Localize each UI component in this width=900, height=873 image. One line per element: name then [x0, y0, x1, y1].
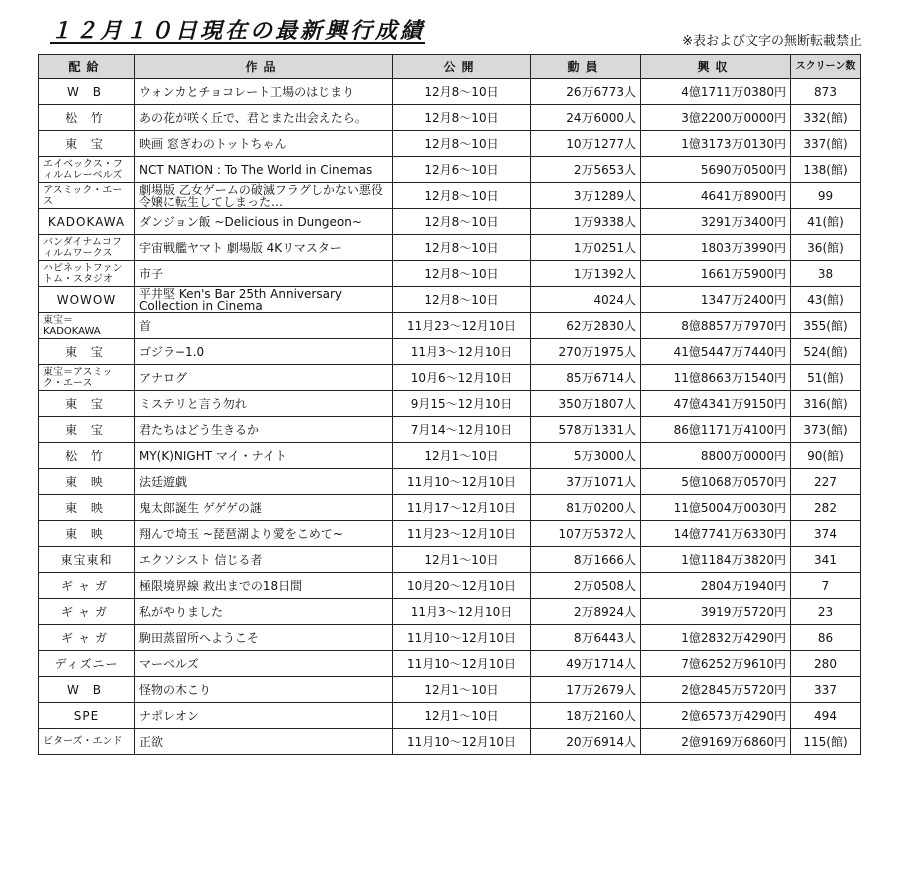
distributor-cell: 東 映 — [39, 469, 135, 495]
attendance-cell: 2万5653人 — [531, 157, 641, 183]
distributor-cell: W B — [39, 677, 135, 703]
distributor-cell: WOWOW — [39, 287, 135, 313]
distributor-cell: ディズニー — [39, 651, 135, 677]
distributor-cell: ハピネットファントム・スタジオ — [39, 261, 135, 287]
table-row — [39, 495, 861, 521]
release-period-cell: 11月23～12月10日 — [393, 313, 531, 339]
table-row — [39, 287, 861, 313]
screens-cell: 227 — [791, 469, 861, 495]
table-row — [39, 729, 861, 755]
distributor-cell: 東 宝 — [39, 339, 135, 365]
gross-cell: 1347万2400円 — [641, 287, 791, 313]
title-cell: 極限境界線 救出までの18日間 — [135, 573, 393, 599]
attendance-cell: 26万6773人 — [531, 79, 641, 105]
distributor-cell: アスミック・エース — [39, 183, 135, 209]
distributor-cell: SPE — [39, 703, 135, 729]
gross-cell: 11億8663万1540円 — [641, 365, 791, 391]
release-period-cell: 11月10～12月10日 — [393, 729, 531, 755]
header-screens: スクリーン数 — [791, 55, 861, 79]
release-period-cell: 12月8～10日 — [393, 209, 531, 235]
attendance-cell: 8万1666人 — [531, 547, 641, 573]
screens-cell: 51(館) — [791, 365, 861, 391]
title-cell: 映画 窓ぎわのトットちゃん — [135, 131, 393, 157]
gross-cell: 14億7741万6330円 — [641, 521, 791, 547]
table-row — [39, 313, 861, 339]
gross-cell: 3919万5720円 — [641, 599, 791, 625]
gross-cell: 1億3173万0130円 — [641, 131, 791, 157]
release-period-cell: 12月1～10日 — [393, 443, 531, 469]
screens-cell: 23 — [791, 599, 861, 625]
release-period-cell: 11月3～12月10日 — [393, 339, 531, 365]
gross-cell: 11億5004万0030円 — [641, 495, 791, 521]
gross-cell: 1661万5900円 — [641, 261, 791, 287]
distributor-cell: ビターズ・エンド — [39, 729, 135, 755]
screens-cell: 373(館) — [791, 417, 861, 443]
title-cell: 市子 — [135, 261, 393, 287]
attendance-cell: 8万6443人 — [531, 625, 641, 651]
title-cell: 平井堅 Ken's Bar 25th Anniversary Collection in Cinema — [135, 287, 393, 313]
table-row — [39, 443, 861, 469]
table-row — [39, 235, 861, 261]
table-row — [39, 365, 861, 391]
distributor-cell: 東 宝 — [39, 417, 135, 443]
title-cell: ダンジョン飯 ~Delicious in Dungeon~ — [135, 209, 393, 235]
attendance-cell: 37万1071人 — [531, 469, 641, 495]
title-cell: 私がやりました — [135, 599, 393, 625]
distributor-cell: 東 宝 — [39, 131, 135, 157]
table-row — [39, 209, 861, 235]
distributor-cell: 東宝＝KADOKAWA — [39, 313, 135, 339]
gross-cell: 2億9169万6860円 — [641, 729, 791, 755]
attendance-cell: 85万6714人 — [531, 365, 641, 391]
release-period-cell: 10月6～12月10日 — [393, 365, 531, 391]
screens-cell: 86 — [791, 625, 861, 651]
attendance-cell: 1万1392人 — [531, 261, 641, 287]
title-cell: 正欲 — [135, 729, 393, 755]
title-cell: アナログ — [135, 365, 393, 391]
attendance-cell: 2万0508人 — [531, 573, 641, 599]
header-gross: 興収 — [641, 55, 791, 79]
gross-cell: 2億6573万4290円 — [641, 703, 791, 729]
screens-cell: 43(館) — [791, 287, 861, 313]
title-cell: 怪物の木こり — [135, 677, 393, 703]
table-row — [39, 391, 861, 417]
attendance-cell: 81万0200人 — [531, 495, 641, 521]
header-period: 公開 — [393, 55, 531, 79]
gross-cell: 3億2200万0000円 — [641, 105, 791, 131]
release-period-cell: 12月8～10日 — [393, 131, 531, 157]
distributor-cell: KADOKAWA — [39, 209, 135, 235]
attendance-cell: 4024人 — [531, 287, 641, 313]
gross-cell: 4641万8900円 — [641, 183, 791, 209]
screens-cell: 282 — [791, 495, 861, 521]
distributor-cell: 松 竹 — [39, 105, 135, 131]
table-row — [39, 261, 861, 287]
release-period-cell: 10月20～12月10日 — [393, 573, 531, 599]
screens-cell: 36(館) — [791, 235, 861, 261]
table-header-row — [39, 55, 861, 79]
release-period-cell: 11月10～12月10日 — [393, 651, 531, 677]
table-row — [39, 573, 861, 599]
attendance-cell: 107万5372人 — [531, 521, 641, 547]
distributor-cell: ギャガ — [39, 625, 135, 651]
release-period-cell: 12月1～10日 — [393, 677, 531, 703]
box-office-table — [38, 54, 861, 755]
screens-cell: 316(館) — [791, 391, 861, 417]
title-cell: NCT NATION : To The World in Cinemas — [135, 157, 393, 183]
release-period-cell: 11月17～12月10日 — [393, 495, 531, 521]
attendance-cell: 350万1807人 — [531, 391, 641, 417]
copyright-notice: ※表および文字の無断転載禁止 — [682, 34, 862, 49]
distributor-cell: バンダイナムコフィルムワークス — [39, 235, 135, 261]
table-row — [39, 547, 861, 573]
release-period-cell: 12月6～10日 — [393, 157, 531, 183]
header-attendance: 動員 — [531, 55, 641, 79]
title-cell: ミステリと言う勿れ — [135, 391, 393, 417]
screens-cell: 99 — [791, 183, 861, 209]
table-row — [39, 625, 861, 651]
table-row — [39, 157, 861, 183]
table-row — [39, 79, 861, 105]
release-period-cell: 12月8～10日 — [393, 287, 531, 313]
release-period-cell: 11月23～12月10日 — [393, 521, 531, 547]
title-cell: 宇宙戦艦ヤマト 劇場版 4Kリマスター — [135, 235, 393, 261]
title-cell: 翔んで埼玉 ~琵琶湖より愛をこめて~ — [135, 521, 393, 547]
release-period-cell: 12月1～10日 — [393, 547, 531, 573]
screens-cell: 337 — [791, 677, 861, 703]
screens-cell: 341 — [791, 547, 861, 573]
release-period-cell: 12月8～10日 — [393, 105, 531, 131]
screens-cell: 7 — [791, 573, 861, 599]
table-row — [39, 521, 861, 547]
table-row — [39, 651, 861, 677]
release-period-cell: 7月14～12月10日 — [393, 417, 531, 443]
screens-cell: 38 — [791, 261, 861, 287]
release-period-cell: 12月1～10日 — [393, 703, 531, 729]
attendance-cell: 270万1975人 — [531, 339, 641, 365]
attendance-cell: 5万3000人 — [531, 443, 641, 469]
release-period-cell: 12月8～10日 — [393, 261, 531, 287]
screens-cell: 332(館) — [791, 105, 861, 131]
header-title: 作品 — [135, 55, 393, 79]
screens-cell: 374 — [791, 521, 861, 547]
release-period-cell: 11月10～12月10日 — [393, 469, 531, 495]
title-cell: 劇場版 乙女ゲームの破滅フラグしかない悪役令嬢に転生してしまった… — [135, 183, 393, 209]
screens-cell: 280 — [791, 651, 861, 677]
title-cell: MY(K)NIGHT マイ・ナイト — [135, 443, 393, 469]
title-cell: 駒田蒸留所へようこそ — [135, 625, 393, 651]
title-cell: ゴジラ−1.0 — [135, 339, 393, 365]
table-row — [39, 599, 861, 625]
attendance-cell: 17万2679人 — [531, 677, 641, 703]
release-period-cell: 12月8～10日 — [393, 235, 531, 261]
screens-cell: 115(館) — [791, 729, 861, 755]
distributor-cell: 東 映 — [39, 521, 135, 547]
distributor-cell: 東宝東和 — [39, 547, 135, 573]
attendance-cell: 2万8924人 — [531, 599, 641, 625]
release-period-cell: 9月15～12月10日 — [393, 391, 531, 417]
gross-cell: 5690万0500円 — [641, 157, 791, 183]
title-cell: 首 — [135, 313, 393, 339]
distributor-cell: ギャガ — [39, 573, 135, 599]
screens-cell: 355(館) — [791, 313, 861, 339]
attendance-cell: 20万6914人 — [531, 729, 641, 755]
table-row — [39, 339, 861, 365]
table-row — [39, 105, 861, 131]
title-cell: ウォンカとチョコレート工場のはじまり — [135, 79, 393, 105]
distributor-cell: 東宝＝アスミック・エース — [39, 365, 135, 391]
distributor-cell: ギャガ — [39, 599, 135, 625]
distributor-cell: 松 竹 — [39, 443, 135, 469]
attendance-cell: 49万1714人 — [531, 651, 641, 677]
title-cell: 鬼太郎誕生 ゲゲゲの謎 — [135, 495, 393, 521]
attendance-cell: 62万2830人 — [531, 313, 641, 339]
release-period-cell: 11月10～12月10日 — [393, 625, 531, 651]
screens-cell: 524(館) — [791, 339, 861, 365]
header-distributor: 配給 — [39, 55, 135, 79]
attendance-cell: 18万2160人 — [531, 703, 641, 729]
table-row — [39, 131, 861, 157]
distributor-cell: W B — [39, 79, 135, 105]
gross-cell: 41億5447万7440円 — [641, 339, 791, 365]
attendance-cell: 578万1331人 — [531, 417, 641, 443]
release-period-cell: 12月8～10日 — [393, 79, 531, 105]
title-cell: エクソシスト 信じる者 — [135, 547, 393, 573]
release-period-cell: 11月3～12月10日 — [393, 599, 531, 625]
attendance-cell: 3万1289人 — [531, 183, 641, 209]
title-cell: 君たちはどう生きるか — [135, 417, 393, 443]
screens-cell: 873 — [791, 79, 861, 105]
title-cell: ナポレオン — [135, 703, 393, 729]
gross-cell: 8800万0000円 — [641, 443, 791, 469]
distributor-cell: エイベックス・フィルムレーベルズ — [39, 157, 135, 183]
table-row — [39, 677, 861, 703]
gross-cell: 8億8857万7970円 — [641, 313, 791, 339]
release-period-cell: 12月8～10日 — [393, 183, 531, 209]
gross-cell: 1億2832万4290円 — [641, 625, 791, 651]
gross-cell: 2億2845万5720円 — [641, 677, 791, 703]
gross-cell: 4億1711万0380円 — [641, 79, 791, 105]
attendance-cell: 24万6000人 — [531, 105, 641, 131]
attendance-cell: 1万9338人 — [531, 209, 641, 235]
gross-cell: 1億1184万3820円 — [641, 547, 791, 573]
distributor-cell: 東 宝 — [39, 391, 135, 417]
table-row — [39, 183, 861, 209]
gross-cell: 5億1068万0570円 — [641, 469, 791, 495]
table-row — [39, 469, 861, 495]
screens-cell: 90(館) — [791, 443, 861, 469]
screens-cell: 41(館) — [791, 209, 861, 235]
attendance-cell: 1万0251人 — [531, 235, 641, 261]
gross-cell: 47億4341万9150円 — [641, 391, 791, 417]
table-row — [39, 417, 861, 443]
title-cell: マーベルズ — [135, 651, 393, 677]
screens-cell: 138(館) — [791, 157, 861, 183]
distributor-cell: 東 映 — [39, 495, 135, 521]
page-title: １２月１０日現在の最新興行成績 — [50, 19, 426, 44]
table-row — [39, 703, 861, 729]
title-cell: 法廷遊戯 — [135, 469, 393, 495]
title-cell: あの花が咲く丘で、君とまた出会えたら。 — [135, 105, 393, 131]
gross-cell: 2804万1940円 — [641, 573, 791, 599]
gross-cell: 3291万3400円 — [641, 209, 791, 235]
attendance-cell: 10万1277人 — [531, 131, 641, 157]
gross-cell: 7億6252万9610円 — [641, 651, 791, 677]
screens-cell: 494 — [791, 703, 861, 729]
screens-cell: 337(館) — [791, 131, 861, 157]
gross-cell: 1803万3990円 — [641, 235, 791, 261]
gross-cell: 86億1171万4100円 — [641, 417, 791, 443]
